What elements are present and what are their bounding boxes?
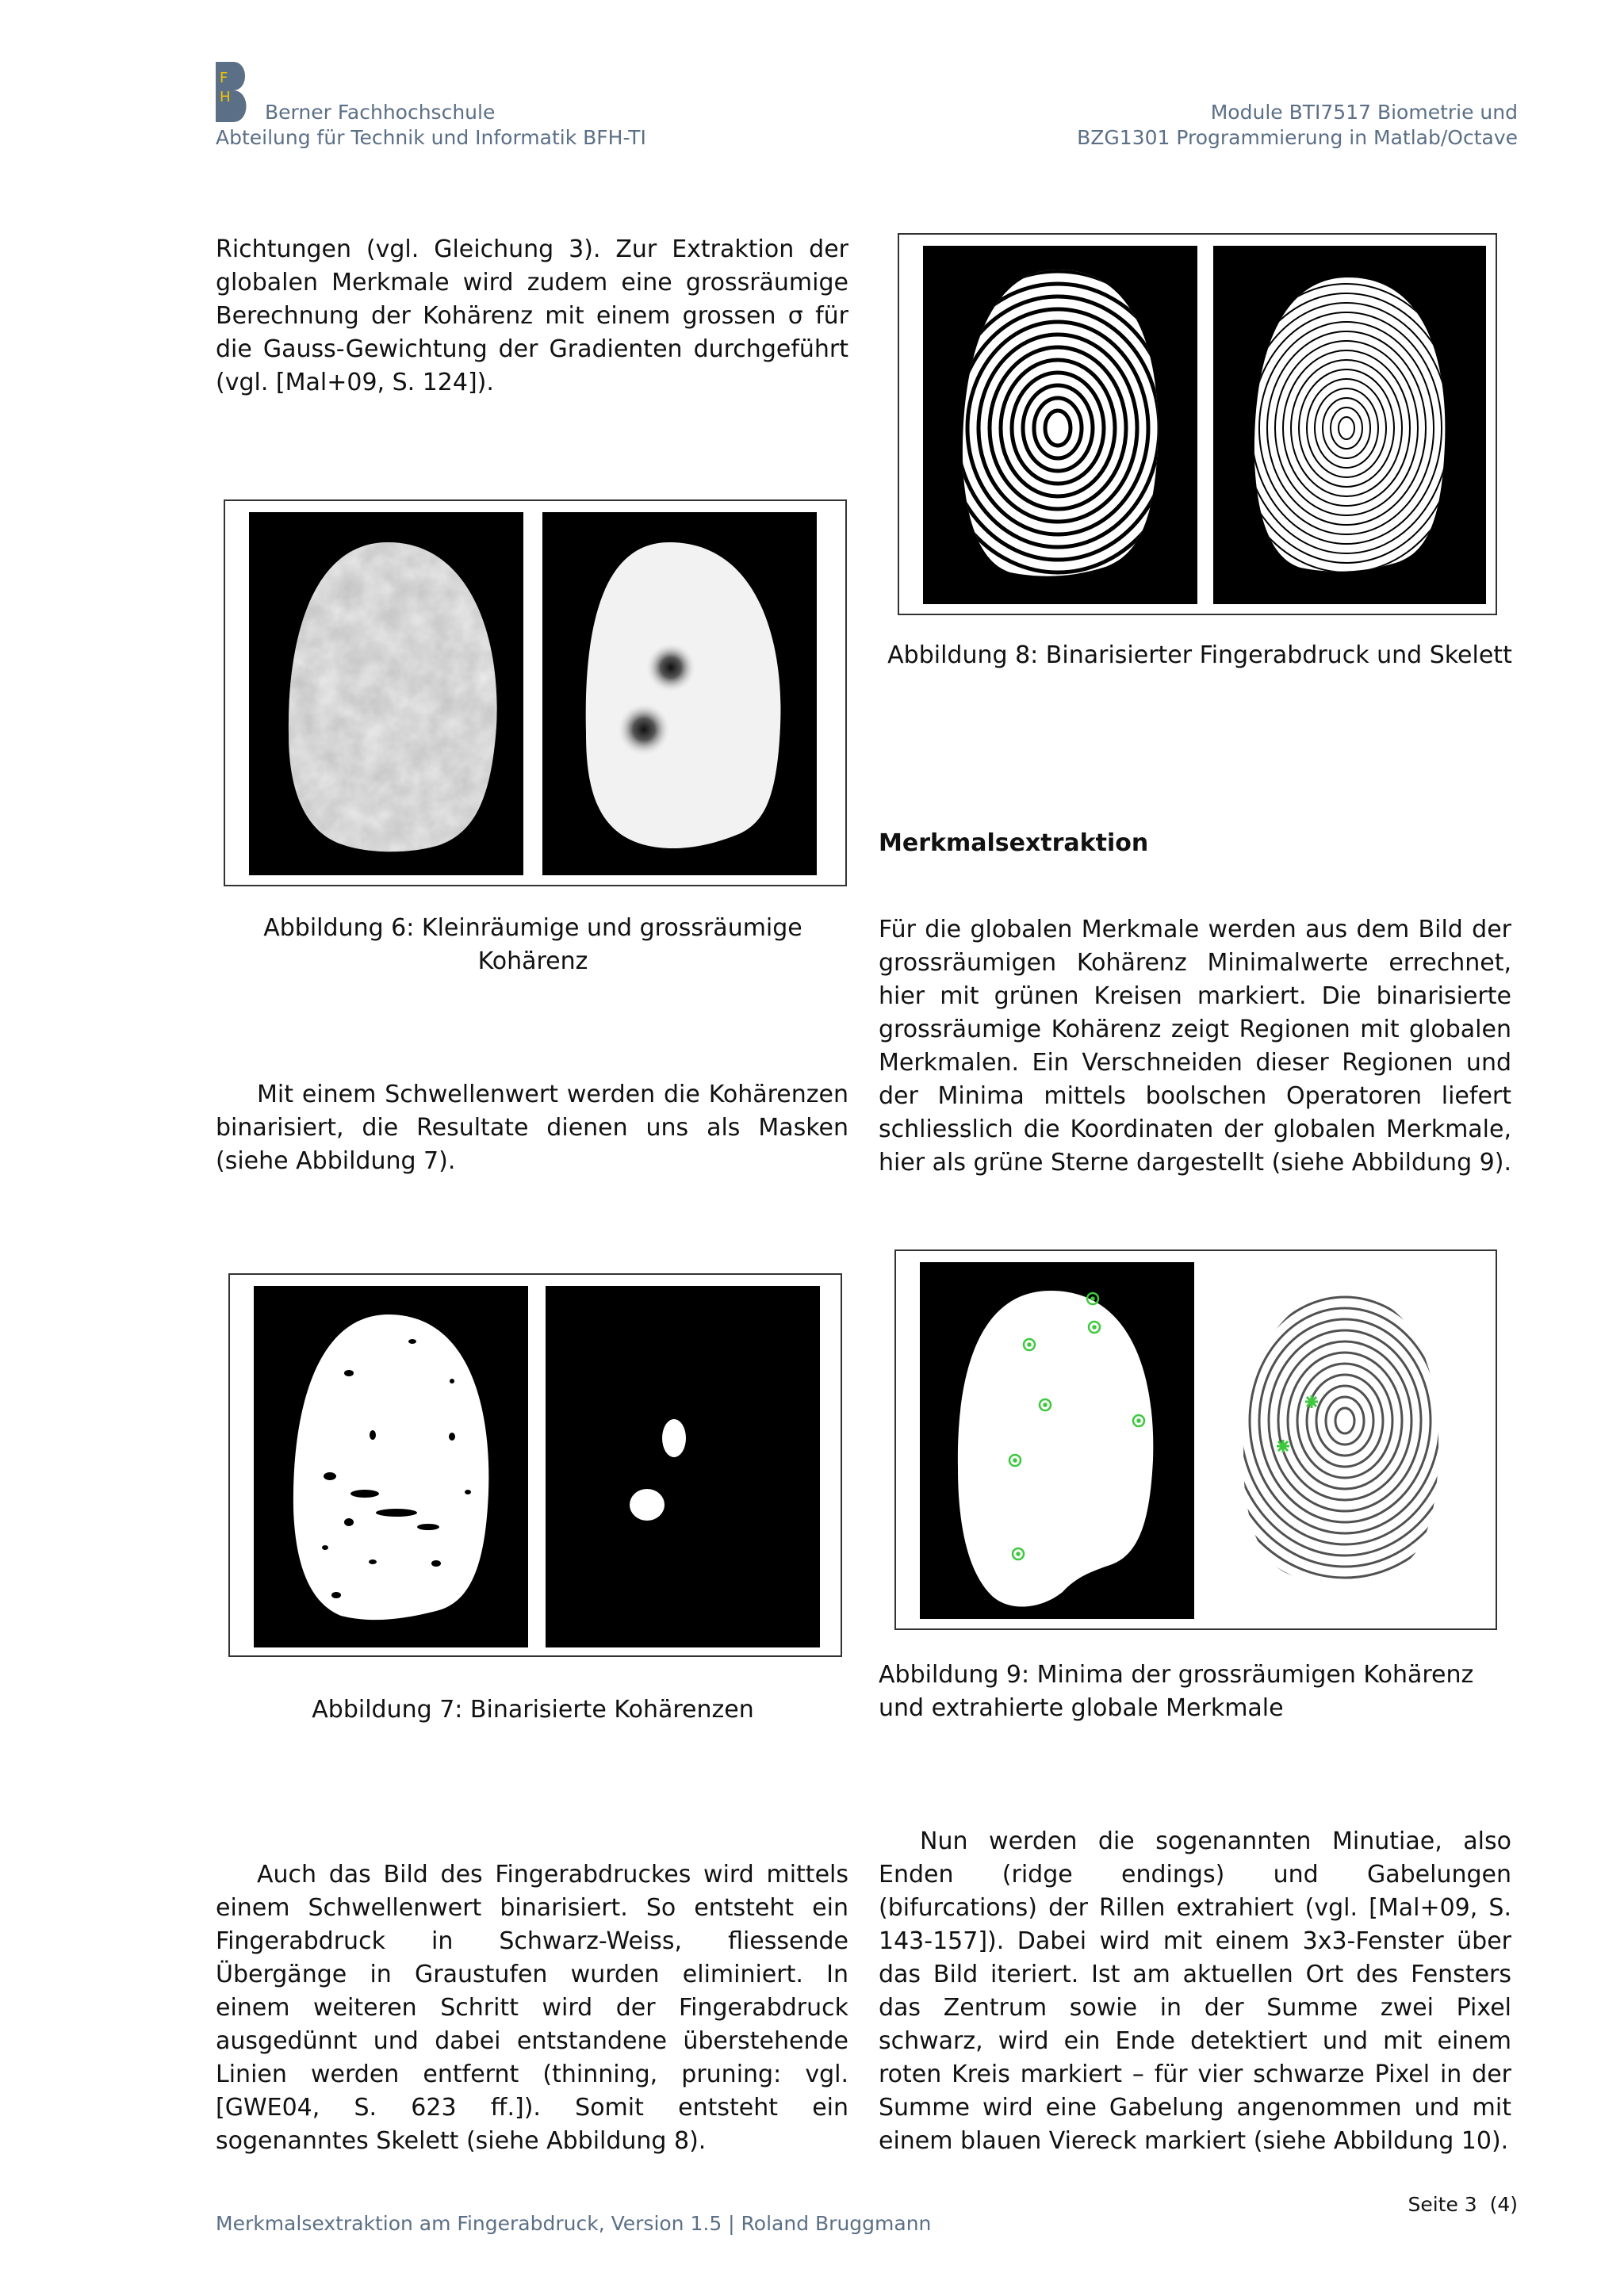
fig8-binarized-fingerprint-image: [923, 246, 1197, 604]
header-module-line2: BZG1301 Programmierung in Matlab/Octave: [1077, 126, 1518, 149]
fig7-binarized-large-coherence-image: [546, 1286, 820, 1647]
paragraph-global-features: Für die globalen Merkmale werden aus dem Bild der grossräumigen Kohärenz Minimalwerte errechnet, hier mit grünen Kreisen markiert. Die binarisierte grossräumige Kohärenz zeigt Regionen mit globalen Merkmalen. Ein Verschneiden dieser Regionen und der Minima mittels boolschen Operatoren liefert schliesslich die Koordinaten der globalen Merkmale, hier als grüne Sterne dargestellt (siehe Abbildung 9).: [879, 916, 1511, 1177]
paragraph-binarize: Auch das Bild des Fingerabdruckes wird mittels einem Schwellenwert binarisiert. So entsteht ein Fingerabdruck in Schwarz-Weiss, fliessende Übergänge in Graustufen wurden eliminiert. In einem weiteren Schritt wird der Fingerabdruck ausgedünnt und dabei entstandene überstehende Linien werden entfernt (thinning, pruning: vgl. [GWE04, S. 623 ff.]). Somit entsteht ein sogenanntes Skelett (siehe Abbildung 8).: [216, 1861, 848, 2155]
figure-9-frame: [894, 1249, 1497, 1630]
figure-9-caption: Abbildung 9: Minima der grossräumigen Kohärenz und extrahierte globale Merkmale: [879, 1661, 1474, 1722]
fig8-skeleton-image: [1213, 246, 1486, 604]
bfh-logo: [216, 62, 249, 122]
fig7-binarized-small-coherence-image: [254, 1286, 528, 1647]
fig9-global-features-fingerprint-image: [1210, 1262, 1486, 1619]
figure-7-frame: [228, 1273, 842, 1657]
paragraph-minutiae: Nun werden die sogenannten Minutiae, also Enden (ridge endings) und Gabelungen (bifurcations) der Rillen extrahiert (vgl. [Mal+09, S. 143-157]). Dabei wird mit einem 3x3-Fenster über das Bild iteriert. Ist am aktuellen Ort des Fensters das Zentrum sowie in der Summe zwei Pixel schwarz, wird ein Ende detektiert und mit einem roten Kreis markiert – für vier schwarze Pixel in der Summe wird eine Gabelung angenommen und mit einem blauen Viereck markiert (siehe Abbildung 10).: [879, 1827, 1511, 2155]
header-department: Abteilung für Technik und Informatik BFH-TI: [216, 126, 646, 149]
paragraph-threshold: Mit einem Schwellenwert werden die Kohärenzen binarisiert, die Resultate dienen uns als Masken (siehe Abbildung 7).: [216, 1081, 848, 1175]
fig9-coherence-minima-image: [920, 1262, 1194, 1619]
header-institution: Berner Fachhochschule: [265, 101, 496, 124]
figure-8-frame: [898, 233, 1497, 615]
figure-6-caption: Abbildung 6: Kleinräumige und grossräumige Kohärenz: [263, 914, 802, 975]
footer-document-info: Merkmalsextraktion am Fingerabdruck, Version 1.5 | Roland Bruggmann: [216, 2212, 932, 2235]
paragraph-intro: Richtungen (vgl. Gleichung 3). Zur Extraktion der globalen Merkmale wird zudem eine grossräumige Berechnung der Kohärenz mit einem grossen σ für die Gauss-Gewichtung der Gradienten durchgeführt (vgl. [Mal+09, S. 124]).: [216, 235, 848, 396]
figure-8-caption: Abbildung 8: Binarisierter Fingerabdruck und Skelett: [887, 641, 1512, 669]
section-heading-merkmalsextraktion: Merkmalsextraktion: [879, 829, 1149, 857]
fig6-large-scale-coherence-image: [542, 512, 817, 875]
logo-letter-h: H: [220, 89, 231, 105]
logo-letter-f: F: [220, 70, 228, 86]
figure-7-caption: Abbildung 7: Binarisierte Kohärenzen: [312, 1696, 754, 1724]
figure-6-frame: [224, 499, 847, 886]
fig6-small-scale-coherence-image: [249, 512, 523, 875]
footer-page-number: Seite 3 (4): [1408, 2193, 1518, 2216]
header-module-line1: Module BTI7517 Biometrie und: [1210, 101, 1518, 124]
